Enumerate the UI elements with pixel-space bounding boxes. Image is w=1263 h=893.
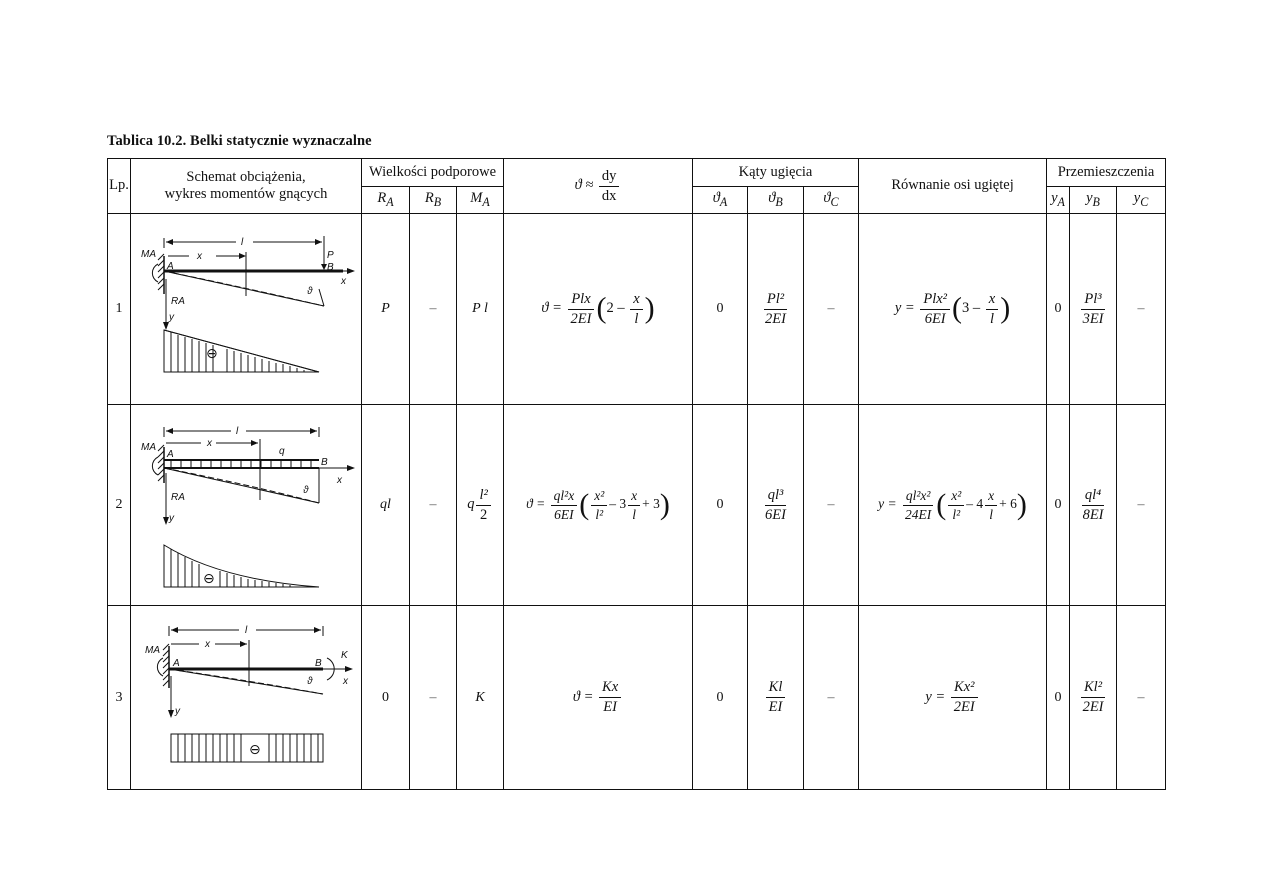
header-schemat-line2: wykres momentów gnących bbox=[164, 186, 328, 202]
row-RB: – bbox=[410, 606, 457, 790]
row-yA: 0 bbox=[1047, 214, 1070, 405]
row-thB: $\frac{\text{Pl²}}{2EI}$ bbox=[748, 214, 804, 405]
table-row bbox=[108, 405, 1166, 606]
row-thA: 0 bbox=[693, 606, 748, 790]
header-rownanie: Równanie osi ugiętej bbox=[859, 159, 1047, 214]
label-MA: MA bbox=[145, 645, 160, 656]
schema-cell bbox=[131, 214, 362, 405]
header-schemat bbox=[131, 159, 362, 214]
table-row bbox=[108, 606, 1166, 790]
label-K: K bbox=[341, 650, 348, 661]
table-row bbox=[108, 214, 1166, 405]
row-thA: 0 bbox=[693, 214, 748, 405]
moment-diagram-3 bbox=[171, 734, 323, 762]
header-theta-den: dx bbox=[601, 187, 617, 204]
header-przem: Przemieszczenia bbox=[1047, 159, 1166, 187]
row-RB: – bbox=[410, 405, 457, 606]
label-MA: MA bbox=[141, 442, 156, 453]
header-yB: $y_B$ bbox=[1070, 187, 1117, 214]
row-RA: ql bbox=[362, 405, 410, 606]
header-katy: Kąty ugięcia bbox=[693, 159, 859, 187]
label-theta: ϑ bbox=[303, 485, 309, 496]
row-yB: $\frac{\text{ql⁴}}{8EI}$ bbox=[1070, 405, 1117, 606]
schema-cell bbox=[131, 606, 362, 790]
label-P: P bbox=[327, 250, 334, 261]
header-RB: $R_B$ bbox=[410, 187, 457, 214]
header-yC: $y_C$ bbox=[1117, 187, 1166, 214]
minus-sign: ⊖ bbox=[206, 346, 218, 362]
label-A: A bbox=[167, 449, 174, 460]
label-x: x bbox=[207, 438, 212, 449]
row-theta: ϑ = $\frac{\text{ql²x}}{6EI}$ ( $\frac{\text{x²}}{\text{l²}}$ – 3 $\frac{x}{l}$ + 3) bbox=[504, 405, 693, 606]
row-yB: $\frac{\text{Kl²}}{2EI}$ bbox=[1070, 606, 1117, 790]
label-X: x bbox=[343, 676, 348, 687]
row-y: y = $\frac{\text{Plx²}}{6EI}$ (3 – $\frac{x}{l}$ ) bbox=[859, 214, 1047, 405]
row-MA: q $\frac{\text{l²}}{2}$ bbox=[457, 405, 504, 606]
label-theta: ϑ bbox=[307, 676, 313, 687]
header-thB: $ϑ_B$ bbox=[748, 187, 804, 214]
beam-table bbox=[107, 158, 1166, 790]
label-B: B bbox=[315, 658, 322, 669]
label-RA: RA bbox=[171, 296, 185, 307]
moment-diagram-2 bbox=[164, 545, 319, 587]
schema-cell bbox=[131, 405, 362, 606]
label-X: x bbox=[341, 276, 346, 287]
row-thB: $\frac{Kl}{EI}$ bbox=[748, 606, 804, 790]
label-B: B bbox=[327, 262, 334, 273]
label-A: A bbox=[173, 658, 180, 669]
header-schemat-line1: Schemat obciążenia, bbox=[186, 168, 306, 185]
label-x: x bbox=[197, 251, 202, 262]
row-lp: 2 bbox=[108, 405, 131, 606]
row-thC: – bbox=[804, 606, 859, 790]
row-y: y = $\frac{\text{ql²x²}}{24EI}$ ( $\frac{\text{x²}}{\text{l²}}$ – 4 $\frac{x}{l}$ + 6) bbox=[859, 405, 1047, 606]
label-MA: MA bbox=[141, 249, 156, 260]
label-l: l bbox=[241, 237, 244, 248]
row-yA: 0 bbox=[1047, 405, 1070, 606]
label-y: y bbox=[169, 513, 174, 524]
row-RA: P bbox=[362, 214, 410, 405]
row-yB: $\frac{\text{Pl³}}{3EI}$ bbox=[1070, 214, 1117, 405]
row-yC: – bbox=[1117, 606, 1166, 790]
minus-sign: ⊖ bbox=[203, 571, 215, 587]
row-yC: – bbox=[1117, 214, 1166, 405]
row-lp: 1 bbox=[108, 214, 131, 405]
header-wielkosci: Wielkości podporowe bbox=[362, 159, 504, 187]
row-thB: $\frac{\text{ql³}}{6EI}$ bbox=[748, 405, 804, 606]
label-l: l bbox=[245, 625, 248, 636]
row-MA: P l bbox=[457, 214, 504, 405]
header-theta bbox=[504, 159, 693, 214]
row-RA: 0 bbox=[362, 606, 410, 790]
beam-diagram-2 bbox=[131, 405, 362, 605]
label-B: B bbox=[321, 457, 328, 468]
row-yC: – bbox=[1117, 405, 1166, 606]
label-l: l bbox=[236, 426, 239, 437]
header-RA: $R_A$ bbox=[362, 187, 410, 214]
row-MA: K bbox=[457, 606, 504, 790]
moment-diagram-1 bbox=[164, 330, 319, 372]
minus-sign: ⊖ bbox=[249, 742, 261, 758]
label-y: y bbox=[175, 706, 180, 717]
header-theta-lhs: ϑ ≈ bbox=[574, 177, 594, 194]
label-A: A bbox=[167, 261, 174, 272]
label-y: y bbox=[169, 312, 174, 323]
label-x: x bbox=[205, 639, 210, 650]
header-lp: Lp. bbox=[108, 159, 131, 214]
label-q: q bbox=[279, 446, 285, 457]
header-yA: $y_A$ bbox=[1047, 187, 1070, 214]
row-lp: 3 bbox=[108, 606, 131, 790]
label-X: x bbox=[337, 475, 342, 486]
row-RB: – bbox=[410, 214, 457, 405]
row-yA: 0 bbox=[1047, 606, 1070, 790]
header-theta-num: dy bbox=[599, 168, 620, 187]
label-RA: RA bbox=[171, 492, 185, 503]
label-theta: ϑ bbox=[307, 286, 313, 297]
row-thC: – bbox=[804, 405, 859, 606]
table-title: Tablica 10.2. Belki statycznie wyznaczalne bbox=[107, 133, 372, 149]
row-thC: – bbox=[804, 214, 859, 405]
header-MA: $M_A$ bbox=[457, 187, 504, 214]
beam-diagram-3 bbox=[131, 606, 362, 789]
header-thA: $ϑ_A$ bbox=[693, 187, 748, 214]
row-thA: 0 bbox=[693, 405, 748, 606]
beam-diagram-1 bbox=[131, 214, 362, 404]
header-thC: $ϑ_C$ bbox=[804, 187, 859, 214]
row-theta: ϑ = $\frac{Kx}{EI}$ bbox=[504, 606, 693, 790]
row-y: y = $\frac{\text{Kx²}}{2EI}$ bbox=[859, 606, 1047, 790]
row-theta: ϑ = $\frac{\text{Plx}}{2EI}$ (2 – $\frac{x}{l}$ ) bbox=[504, 214, 693, 405]
